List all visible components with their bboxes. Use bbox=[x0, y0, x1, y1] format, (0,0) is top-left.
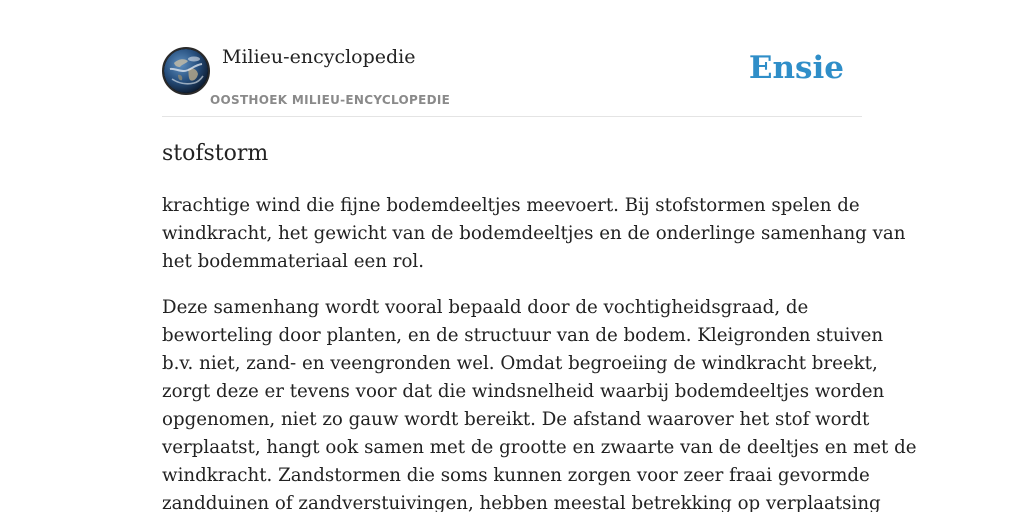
site-title[interactable]: Milieu-encyclopedie bbox=[222, 46, 416, 68]
paragraph-line: verplaatst, hangt ook samen met de grootte en zwaarte van de deeltjes en met de bbox=[162, 437, 917, 458]
paragraph-line: zorgt deze er tevens voor dat die windsnelheid waarbij bodemdeeltjes worden bbox=[162, 381, 885, 402]
earth-globe-icon[interactable] bbox=[162, 47, 210, 95]
paragraph-line: windkracht. Zandstormen die soms kunnen zorgen voor zeer fraai gevormde bbox=[162, 465, 870, 486]
article-paragraph-1 bbox=[162, 192, 906, 276]
paragraph-line: zandduinen of zandverstuivingen, hebben meestal betrekking op verplaatsing bbox=[162, 493, 881, 512]
paragraph-line: Deze samenhang wordt vooral bepaald door de vochtigheidsgraad, de bbox=[162, 297, 809, 318]
brand-logo-link[interactable]: Ensie bbox=[748, 50, 844, 86]
article-paragraph-2 bbox=[162, 294, 917, 512]
site-header bbox=[162, 46, 862, 117]
paragraph-line: opgenomen, niet zo gauw wordt bereikt. De afstand waarover het stof wordt bbox=[162, 409, 870, 430]
paragraph-line: het bodemmateriaal een rol. bbox=[162, 251, 425, 272]
article bbox=[162, 138, 917, 512]
paragraph-line: beworteling door planten, en de structuur van de bodem. Kleigronden stuiven bbox=[162, 325, 884, 346]
paragraph-line: krachtige wind die fijne bodemdeeltjes meevoert. Bij stofstormen spelen de bbox=[162, 195, 860, 216]
paragraph-line: b.v. niet, zand- en veengronden wel. Omdat begroeiing de windkracht breekt, bbox=[162, 353, 878, 374]
article-title: stofstorm bbox=[162, 141, 269, 166]
paragraph-line: windkracht, het gewicht van de bodemdeeltjes en de onderlinge samenhang van bbox=[162, 223, 906, 244]
site-subtitle[interactable]: OOSTHOEK MILIEU-ENCYCLOPEDIE bbox=[210, 93, 451, 107]
